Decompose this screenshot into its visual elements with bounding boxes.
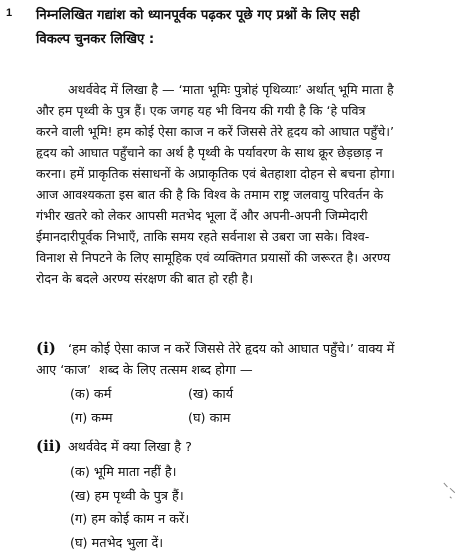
passage-line: हृदय को आघात पहुँचाने का अर्थ है पृथ्वी के पर्यावरण के साथ क्रूर छेड़छाड़ न bbox=[36, 142, 460, 163]
passage-line: करना। हमें प्राकृतिक संसाधनों के अप्राकृतिक एवं बेतहाशा दोहन से बचना होगा। bbox=[36, 163, 460, 184]
option-a[interactable]: (क) कर्म bbox=[70, 384, 111, 402]
passage-line: आज आवश्यकता इस बात की है कि विश्व के तमाम राष्ट्र जलवायु परिवर्तन के bbox=[36, 184, 460, 205]
passage-line: और हम पृथ्वी के पुत्र हैं। एक जगह यह भी विनय की गयी है कि ‘हे पवित्र bbox=[36, 100, 460, 121]
heading-line-2: विकल्प चुनकर लिखिए : bbox=[36, 28, 456, 52]
passage-line: अथर्ववेद में लिखा है — ‘माता भूमिः पुत्रोहं पृथिव्याः’ अर्थात् भूमि माता है bbox=[36, 79, 460, 100]
heading-line-1: निम्नलिखित गद्यांश को ध्यानपूर्वक पढ़कर पूछे गए प्रश्नों के लिए सही bbox=[36, 4, 456, 28]
passage-line: गंभीर खतरे को लेकर आपसी मतभेद भूला दें और अपनी-अपनी जिम्मेदारी bbox=[36, 205, 460, 226]
sub-question-2-options bbox=[70, 461, 189, 555]
sub-question-1-options bbox=[70, 384, 370, 432]
option-a[interactable]: (क) भूमि माता नहीं है। bbox=[70, 461, 189, 485]
option-d[interactable]: (घ) काम bbox=[188, 408, 230, 426]
sub-question-1-number: (i) bbox=[36, 338, 68, 359]
passage-line: विनाश से निपटने के लिए सामूहिक एवं व्यक्तिगत प्रयासों की जरूरत है। अरण्य bbox=[36, 247, 460, 268]
option-c[interactable]: (ग) हम कोई काम न करें। bbox=[70, 508, 189, 532]
option-b[interactable]: (ख) हम पृथ्वी के पुत्र हैं। bbox=[70, 485, 189, 509]
question-heading bbox=[36, 4, 456, 52]
option-d[interactable]: (घ) मतभेद भुला दें। bbox=[70, 532, 189, 555]
passage-line: रोदन के बदले अरण्य संरक्षण की बात हो रही है। bbox=[36, 268, 460, 289]
passage-line: ईमानदारीपूर्वक निभाएँ, ताकि समय रहते सर्वनाश से उबरा जा सके। विश्व- bbox=[36, 226, 460, 247]
sub-question-2-number: (ii) bbox=[36, 436, 68, 457]
sub-question-1-text-line-1: ‘हम कोई ऐसा काज न करें जिससे तेरे हृदय को आघात पहुँचे।’ वाक्य में bbox=[68, 342, 394, 357]
sub-question-2 bbox=[36, 436, 456, 458]
question-number: 1 bbox=[6, 7, 12, 19]
passage bbox=[36, 79, 460, 289]
option-b[interactable]: (ख) कार्य bbox=[188, 384, 233, 402]
option-c[interactable]: (ग) कम्म bbox=[70, 408, 113, 426]
sub-question-1-text-line-2: आए ‘काज’ शब्द के लिए तत्सम शब्द होगा — bbox=[36, 360, 456, 381]
sub-question-1 bbox=[36, 338, 456, 381]
pencil-mark bbox=[440, 476, 461, 505]
sub-question-2-text: अथर्ववेद में क्या लिखा है ? bbox=[68, 440, 192, 455]
passage-line: करने वाली भूमि! हम कोई ऐसा काज न करें जिससे तेरे हृदय को आघात पहुँचे।’ bbox=[36, 121, 460, 142]
